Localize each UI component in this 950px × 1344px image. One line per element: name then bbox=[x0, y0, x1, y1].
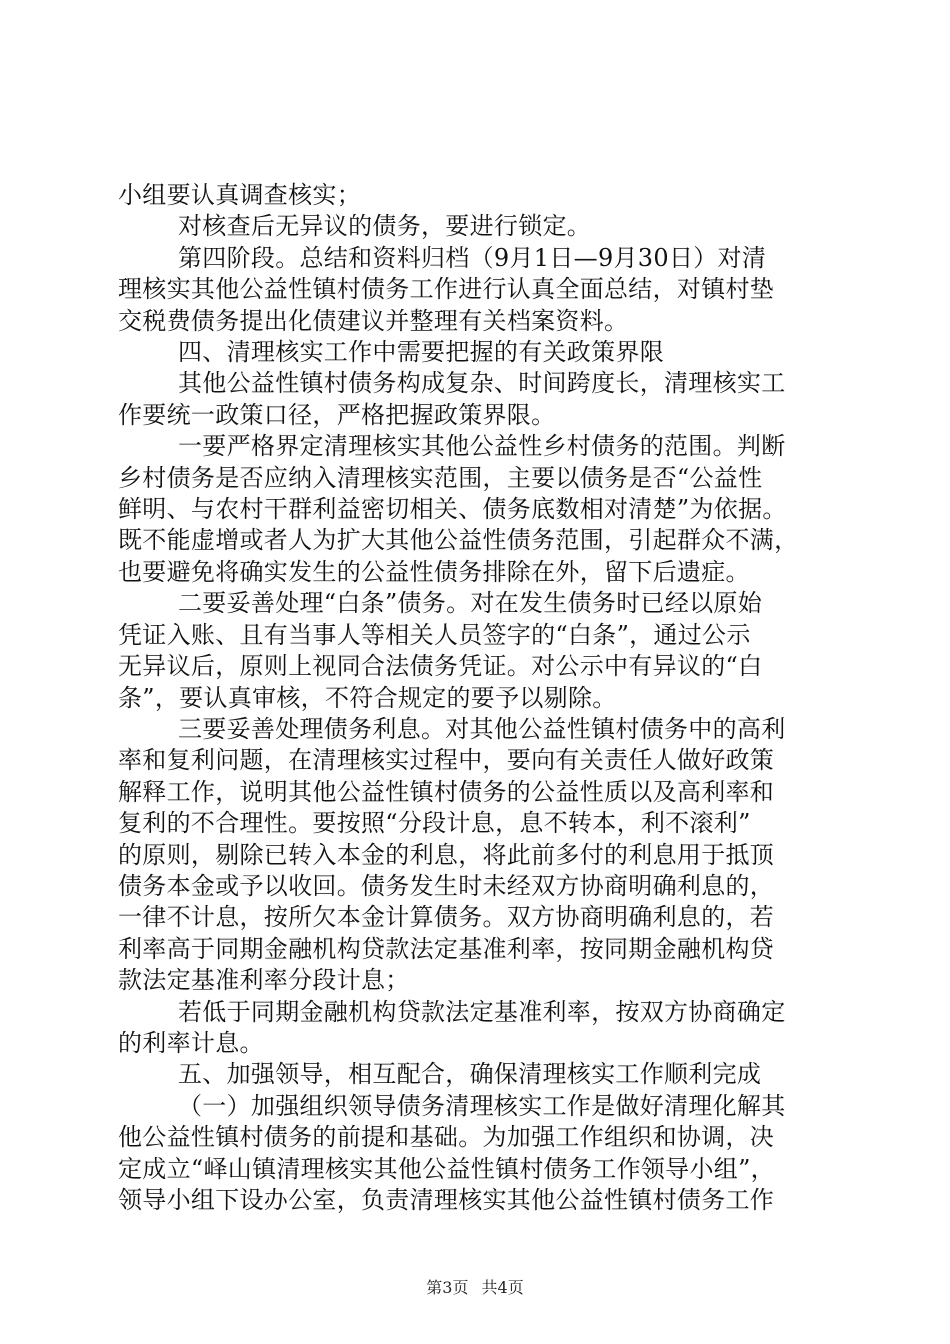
text-line: 作要统一政策口径，严格把握政策界限。 bbox=[118, 400, 556, 429]
text-line: 理核实其他公益性镇村债务工作进行认真全面总结，对镇村垫 bbox=[118, 275, 775, 304]
text-line: 定成立“峄山镇清理核实其他公益性镇村债务工作领导小组”， bbox=[118, 1154, 775, 1183]
text-line: 若低于同期金融机构贷款法定基准利率，按双方协商确定 bbox=[178, 997, 786, 1026]
text-line: 五、加强领导，相互配合，确保清理核实工作顺利完成 bbox=[178, 1060, 762, 1089]
text-line: （一）加强组织领导债务清理核实工作是做好清理化解其 bbox=[178, 1091, 786, 1120]
text-line: 复利的不合理性。要按照“分段计息，息不转本，利不滚利” bbox=[118, 809, 751, 838]
text-line: 解释工作，说明其他公益性镇村债务的公益性质以及高利率和 bbox=[118, 777, 775, 806]
text-line: 一律不计息，按所欠本金计算债务。双方协商明确利息的，若 bbox=[118, 903, 775, 932]
text-line: 的利率计息。 bbox=[118, 1028, 264, 1057]
text-line: 既不能虚增或者人为扩大其他公益性债务范围，引起群众不满， bbox=[118, 526, 799, 555]
text-line: 也要避免将确实发生的公益性债务排除在外，留下后遗症。 bbox=[118, 557, 750, 586]
text-line: 利率高于同期金融机构贷款法定基准利率，按同期金融机构贷 bbox=[118, 934, 775, 963]
text-line: 其他公益性镇村债务构成复杂、时间跨度长，清理核实工 bbox=[178, 369, 786, 398]
text-line: 无异议后，原则上视同合法债务凭证。对公示中有异议的“白 bbox=[118, 652, 763, 681]
text-line: 的原则，剔除已转入本金的利息，将此前多付的利息用于抵顶 bbox=[118, 840, 775, 869]
text-line: 债务本金或予以收回。债务发生时未经双方协商明确利息的， bbox=[118, 871, 775, 900]
text-line: 小组要认真调查核实； bbox=[118, 181, 361, 209]
text-line: 鲜明、与农村干群利益密切相关、债务底数相对清楚”为依据。 bbox=[118, 495, 787, 524]
text-line: 率和复利问题，在清理核实过程中，要向有关责任人做好政策 bbox=[118, 746, 775, 775]
text-line: 四、清理核实工作中需要把握的有关政策界限 bbox=[178, 338, 664, 367]
page-number: 第3页 bbox=[426, 1278, 469, 1297]
text-line: 第四阶段。总结和资料归档（9月1日—9月30日）对清 bbox=[178, 243, 767, 272]
text-line: 条”，要认真审核，不符合规定的要予以剔除。 bbox=[118, 683, 617, 712]
text-line: 凭证入账、且有当事人等相关人员签字的“白条”，通过公示 bbox=[118, 620, 751, 649]
text-line: 对核查后无异议的债务，要进行锁定。 bbox=[178, 212, 592, 241]
text-line: 三要妥善处理债务利息。对其他公益性镇村债务中的高利 bbox=[178, 714, 786, 743]
text-line: 领导小组下设办公室，负责清理核实其他公益性镇村债务工作 bbox=[118, 1186, 775, 1214]
document-body bbox=[118, 180, 838, 1216]
text-line: 交税费债务提出化债建议并整理有关档案资料。 bbox=[118, 306, 629, 335]
text-line: 二要妥善处理“白条”债务。对在发生债务时已经以原始 bbox=[178, 589, 763, 618]
text-line: 乡村债务是否应纳入清理核实范围，主要以债务是否“公益性 bbox=[118, 463, 763, 492]
total-pages: 共4页 bbox=[481, 1278, 524, 1297]
text-line: 他公益性镇村债务的前提和基础。为加强工作组织和协调，决 bbox=[118, 1123, 775, 1152]
text-line: 一要严格界定清理核实其他公益性乡村债务的范围。判断 bbox=[178, 432, 786, 461]
page-footer bbox=[0, 1278, 950, 1298]
text-line: 款法定基准利率分段计息； bbox=[118, 966, 410, 995]
